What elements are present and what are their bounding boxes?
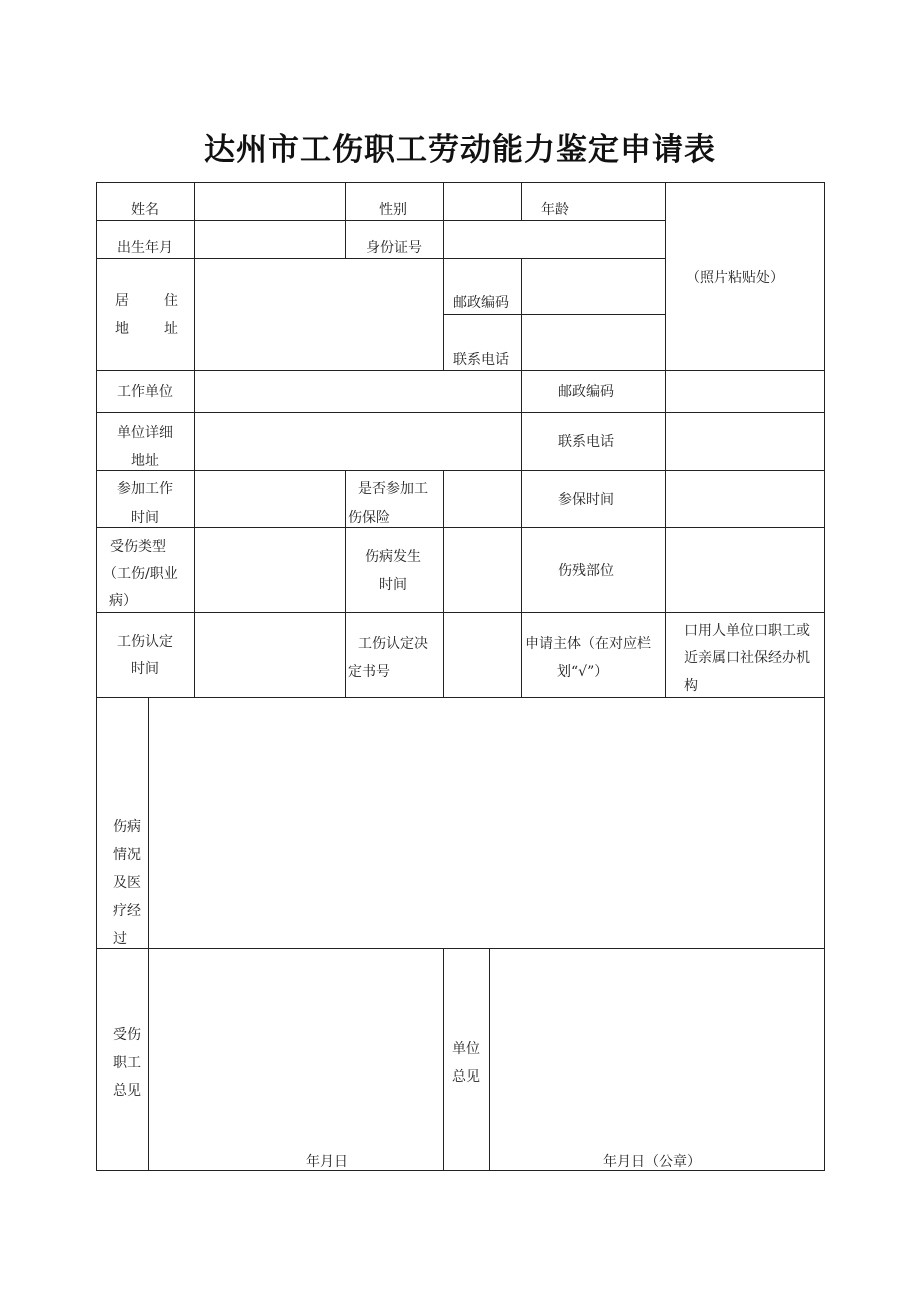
row-line: [96, 527, 825, 528]
row-line: [443, 314, 665, 315]
label-insured: 是否参加工: [358, 481, 428, 497]
label-injury-time: 伤病发生: [365, 549, 421, 565]
label-phone: 联系电话: [453, 352, 509, 368]
unit-date: 年月日（公章）: [603, 1154, 701, 1170]
row-line: [96, 697, 825, 698]
label-unit-opinion: 总见: [452, 1069, 480, 1085]
label-injury-part: 伤残部位: [558, 563, 614, 579]
table-border-top: [96, 182, 825, 183]
col-line: [443, 182, 444, 371]
label-address-char: 住: [164, 293, 178, 309]
row-line: [96, 470, 825, 471]
form-title: 达州市工伤职工劳动能力鉴定申请表: [204, 132, 716, 168]
label-address-char: 居: [115, 293, 129, 309]
col-line: [521, 258, 522, 698]
label-name: 姓名: [131, 202, 159, 218]
label-employer-postcode: 邮政编码: [558, 384, 614, 400]
label-history: 及医: [113, 875, 141, 891]
label-postcode: 邮政编码: [453, 295, 509, 311]
label-unit-opinion: 单位: [452, 1041, 480, 1057]
row-line: [96, 220, 665, 221]
label-address-char: 址: [164, 321, 178, 337]
table-border-bottom: [96, 1170, 825, 1171]
label-recognition-doc: 定书号: [348, 664, 390, 680]
label-history: 情况: [113, 847, 141, 863]
label-employer-address: 地址: [131, 453, 159, 469]
label-insured-time: 参保时间: [558, 492, 614, 508]
label-applicant: 申请主体（在对应栏: [525, 636, 651, 652]
row-line: [96, 258, 665, 259]
label-recognition-time: 工伤认定: [117, 634, 173, 650]
label-injury-time: 时间: [379, 577, 407, 593]
photo-placeholder: （照片粘贴处）: [686, 270, 784, 286]
label-worker-opinion: 职工: [113, 1055, 141, 1071]
label-id-number: 身份证号: [366, 240, 422, 256]
table-border-right: [824, 182, 825, 1171]
col-line: [443, 470, 444, 698]
label-recognition-time: 时间: [131, 661, 159, 677]
label-address-char: 地: [115, 321, 129, 337]
label-work-start: 时间: [131, 510, 159, 526]
label-injury-type: （工伤/职业: [103, 566, 178, 582]
label-injury-type: 病）: [109, 593, 137, 609]
col-line: [489, 948, 490, 1171]
label-age: 年龄: [541, 202, 569, 218]
col-line: [148, 697, 149, 1171]
row-line: [96, 370, 825, 371]
applicant-options: 近亲属口社保经办机: [684, 650, 810, 666]
label-employer: 工作单位: [117, 384, 173, 400]
label-history: 伤病: [113, 819, 141, 835]
applicant-options: 口用人单位口职工或: [684, 623, 810, 639]
label-applicant: 划“√”）: [557, 664, 609, 680]
applicant-options: 构: [684, 678, 698, 694]
label-worker-opinion: 总见: [113, 1083, 141, 1099]
col-line: [521, 182, 522, 221]
label-history: 疗经: [113, 903, 141, 919]
row-line: [96, 948, 825, 949]
label-history: 过: [113, 931, 127, 947]
table-border-left: [96, 182, 97, 1171]
row-line: [96, 412, 825, 413]
worker-date: 年月日: [306, 1154, 348, 1170]
row-line: [96, 612, 825, 613]
label-employer-phone: 联系电话: [558, 434, 614, 450]
label-insured: 伤保险: [348, 510, 390, 526]
label-gender: 性别: [379, 202, 407, 218]
col-line: [443, 948, 444, 1171]
label-injury-type: 受伤类型: [110, 539, 166, 555]
label-worker-opinion: 受伤: [113, 1027, 141, 1043]
col-line: [665, 182, 666, 698]
label-work-start: 参加工作: [117, 481, 173, 497]
label-employer-address: 单位详细: [117, 425, 173, 441]
label-recognition-doc: 工伤认定决: [358, 636, 428, 652]
col-line: [345, 182, 346, 259]
col-line: [194, 182, 195, 698]
col-line: [345, 470, 346, 698]
label-birth: 出生年月: [117, 240, 173, 256]
